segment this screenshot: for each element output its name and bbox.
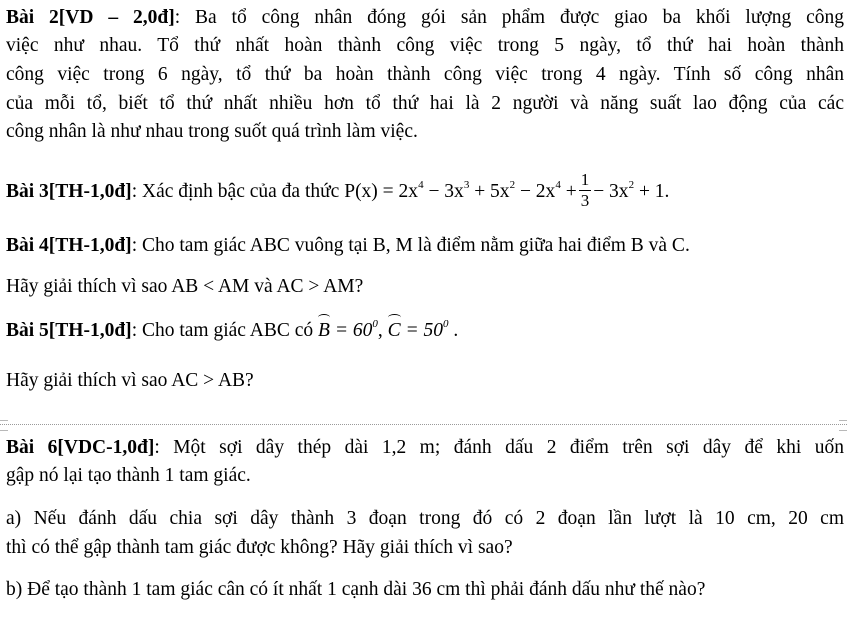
bai4-line2: Hãy giải thích vì sao AB < AM và AC > AM? (6, 276, 364, 297)
bai2-line5: công nhân là như nhau trong suốt quá trình làm việc. (6, 121, 418, 142)
page-margin-mark (839, 430, 847, 431)
bai6-part-a-line1: a) Nếu đánh dấu chia sợi dây thành 3 đoạn trong đó có 2 đoạn lần lượt là 10 cm, 20 cm (6, 508, 844, 529)
bai4-heading: Bài 4[TH-1,0đ] (6, 235, 132, 256)
fraction-one-third: $\frac{1}{3}$ (580, 170, 590, 210)
page-margin-mark (839, 420, 847, 421)
bai5-line1: Bài 5[TH-1,0đ]: Cho tam giác ABC có $B = 60^0$, $C = 50^0$ . (6, 317, 844, 346)
bai3-line: Bài 3[TH-1,0đ]: Xác định bậc của đa thức $P(x) = 2x^4 - 3x^3 + 5x^2 - 2x^4$ + $\frac{1}{3}$ − $3x^2 + 1$. (6, 170, 670, 210)
bai4-line1: Bài 4[TH-1,0đ]: Cho tam giác ABC vuông tại B, M là điểm nằm giữa hai điểm B và C. (6, 235, 690, 256)
bai3-heading: Bài 3[TH-1,0đ] (6, 180, 132, 202)
angle-equation: $B = 60^0$, $C = 50^0$ . (318, 320, 458, 341)
bai6-part-a-line2: thì có thể gập thành tam giác được không? Hãy giải thích vì sao? (6, 537, 513, 558)
bai2-line2: việc như nhau. Tổ thứ nhất hoàn thành công việc trong 5 ngày, tổ thứ hai hoàn thành (6, 35, 844, 56)
bai2-line1: Bài 2[VD – 2,0đ]: Ba tổ công nhân đóng gói sản phẩm được giao ba khối lượng công (6, 7, 844, 28)
bai2-line3: công việc trong 6 ngày, tổ thứ ba hoàn thành công việc trong 4 ngày. Tính số công nhân (6, 64, 844, 85)
bai6-heading: Bài 6[VDC-1,0đ] (6, 437, 155, 458)
bai6-part-b-line1: b) Để tạo thành 1 tam giác cân có ít nhất 1 cạnh dài 36 cm thì phải đánh dấu như thế nào? (6, 579, 706, 600)
bai5-line2: Hãy giải thích vì sao AC > AB? (6, 370, 254, 391)
angle-c: C (388, 317, 401, 346)
bai2-heading: Bài 2[VD – 2,0đ] (6, 7, 175, 28)
angle-b: B (318, 317, 330, 346)
polynomial: $P(x) = 2x^4 - 3x^3 + 5x^2 - 2x^4$ + $\frac{1}{3}$ − $3x^2 + 1$. (344, 170, 670, 210)
bai5-heading: Bài 5[TH-1,0đ] (6, 320, 132, 341)
page-divider (0, 424, 847, 425)
page-margin-mark (0, 430, 8, 431)
bai2-line4: của mỗi tổ, biết tổ thứ nhất nhiều hơn tổ thứ hai là 2 người và năng suất lao động của các (6, 93, 844, 114)
bai6-line1: Bài 6[VDC-1,0đ]: Một sợi dây thép dài 1,2 m; đánh dấu 2 điểm trên sợi dây để khi uốn (6, 437, 844, 458)
bai6-line2: gập nó lại tạo thành 1 tam giác. (6, 465, 251, 486)
page-margin-mark (0, 420, 8, 421)
